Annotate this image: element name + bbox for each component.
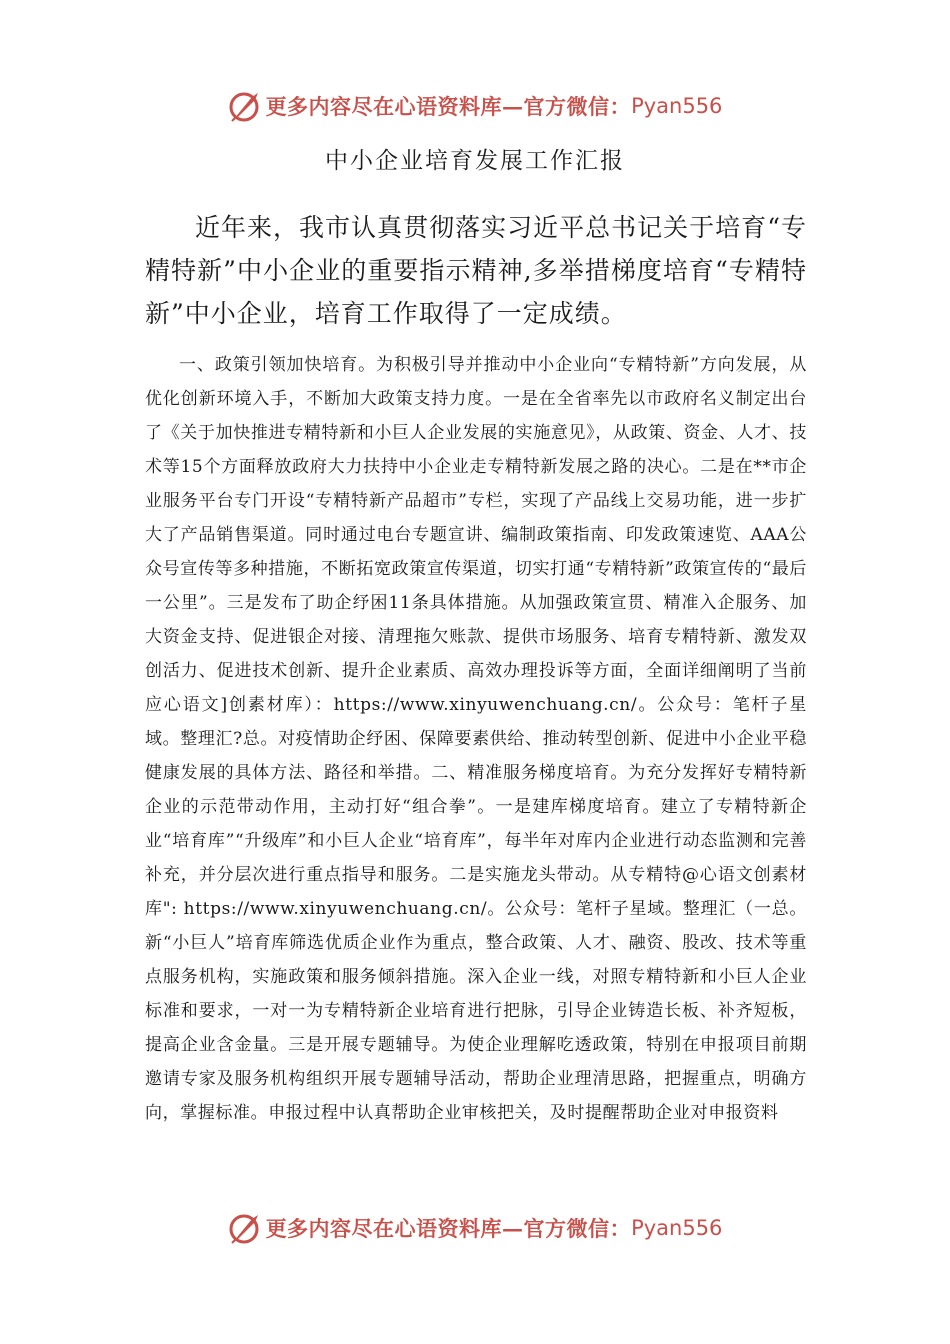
intro-paragraph: 近年来，我市认真贯彻落实习近平总书记关于培育“专精特新”中小企业的重要指示精神,多举措梯度培育“专精特新”中小企业，培育工作取得了一定成绩。 [145, 213, 807, 328]
footer-watermark-banner [0, 1206, 950, 1250]
banner-text: 更多内容尽在心语资料库—官方微信： [265, 1216, 632, 1241]
quill-logo-icon [228, 1211, 262, 1245]
banner-text: 更多内容尽在心语资料库—官方微信： [265, 94, 632, 119]
page-title: 中小企业培育发展工作汇报 [325, 148, 625, 174]
body-paragraph: 一、政策引领加快培育。为积极引导并推动中小企业向“专精特新”方向发展，从优化创新环境入手，不断加大政策支持力度。一是在全省率先以市政府名义制定出台了《关于加快推进专精特新和小巨人企业发展的实施意见》，从政策、资金、人才、技术等15个方面释放政府大力扶持中小企业走专精特新发展之路的决心。二是在**市企业服务平台专门开设“专精特新产品超市”专栏，实现了产品线上交易功能，进一步扩大了产品销售渠道。同时通过电台专题宣讲、编制政策指南、印发政策速览、AAA公众号宣传等多种措施，不断拓宽政策宣传渠道，切实打通“专精特新”政策宣传的“最后一公里”。三是发布了助企纾困11条具体措施。从加强政策宣贯、精准入企服务、加大资金支持、促进银企对接、清理拖欠账款、提供市场服务、培育专精特新、激发双创活力、促进技术创新、提升企业素质、高效办理投诉等方面，全面详细阐明了当前应心语文]创素材库）：https://www.xinyuwenchuang.cn/。公众号：笔杆子星域。整理汇?总。对疫情助企纾困、保障要素供给、推动转型创新、促进中小企业平稳健康发展的具体方法、路径和举措。二、精准服务梯度培育。为充分发挥好专精特新企业的示范带动作用，主动打好“组合拳”。一是建库梯度培育。建立了专精特新企业“培育库”“升级库”和小巨人企业“培育库”，每半年对库内企业进行动态监测和完善补充，并分层次进行重点指导和服务。二是实施龙头带动。从专精特@心语文创素材库": https://www.xinyuwenchuang.cn/。公众号：笔杆子星域。整理汇（一总。新“小巨人”培育库筛选优质企业作为重点，整合政策、人才、融资、股改、技术等重点服务机构，实施政策和服务倾斜措施。深入企业一线，对照专精特新和小巨人企业标准和要求，一对一为专精特新企业培育进行把脉，引导企业铸造长板、补齐短板，提高企业含金量。三是开展专题辅导。为使企业理解吃透政策，特别在申报项目前期邀请专家及服务机构组织开展专题辅导活动，帮助企业理清思路，把握重点，明确方向，掌握标准。申报过程中认真帮助企业审核把关，及时提醒帮助企业对申报资料 [145, 355, 807, 1123]
header-watermark-banner [0, 84, 950, 128]
banner-wechat-id: Pyan556 [631, 94, 723, 118]
banner-wechat-id: Pyan556 [631, 1216, 723, 1240]
quill-logo-icon [228, 89, 262, 123]
